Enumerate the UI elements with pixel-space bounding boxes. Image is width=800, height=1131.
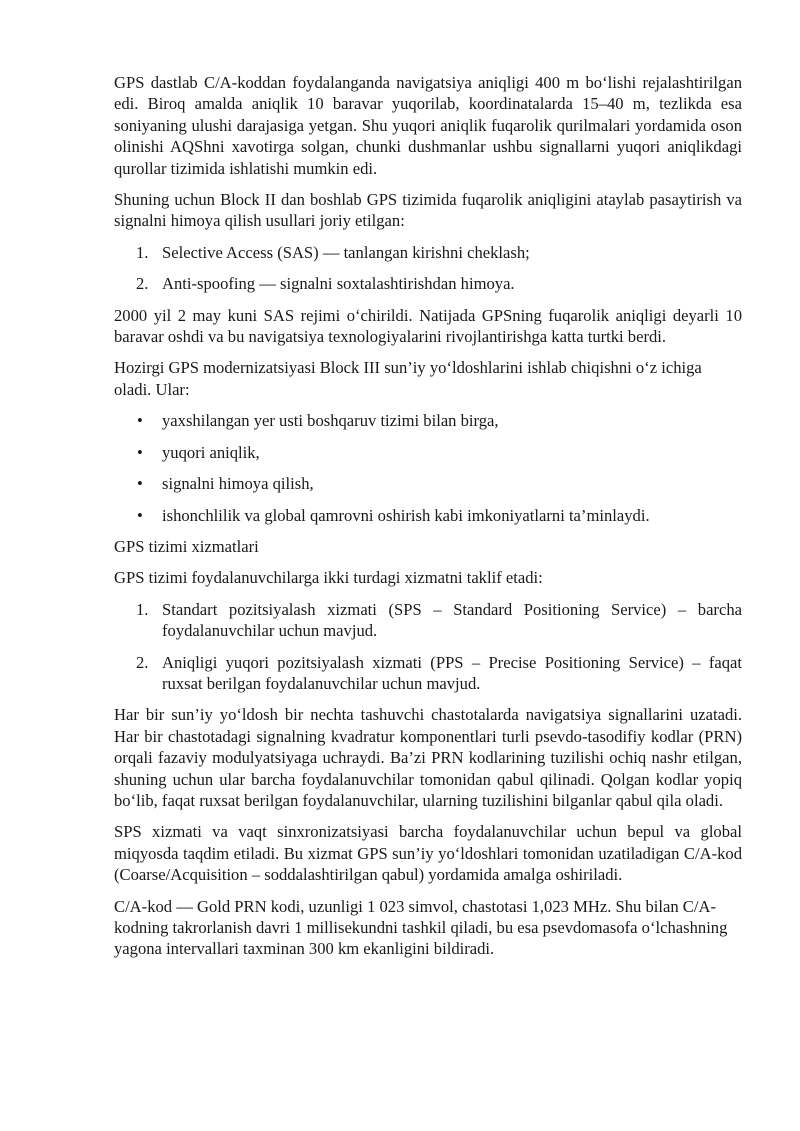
bullet-icon: •	[137, 411, 143, 431]
list-number: 2.	[136, 274, 149, 294]
list-number: 2.	[136, 652, 149, 672]
list-item	[114, 599, 742, 642]
list-item-text: yuqori aniqlik,	[162, 442, 260, 462]
services-list	[114, 599, 742, 695]
list-item	[114, 442, 742, 463]
bullet-icon: •	[137, 505, 143, 525]
list-item	[114, 410, 742, 431]
paragraph-ca-code-accuracy: GPS dastlab C/A-koddan foydalanganda navigatsiya aniqligi 400 m bo‘lishi rejalashtirilgan edi. Biroq amalda aniqlik 10 baravar yuqorilab, koordinatalarda 15–40 m, tezlikda esa soniyaning ulushi darajasiga yetgan. Shu yuqori aniqlik fuqarolik qurilmalari yordamida oson olinishi AQShni xavotirga solgan, chunki dushmanlar ushbu signallarni yuqori aniqlikdagi qurollar tizimida ishlatishi mumkin edi.	[114, 73, 742, 178]
list-number: 1.	[136, 242, 149, 262]
list-item	[114, 242, 742, 263]
paragraph-prn-codes: Har bir sun’iy yo‘ldosh bir nechta tashuvchi chastotalarda navigatsiya signallarini uzatadi. Har bir chastotadagi signalning kvadratur komponentlari turli psevdo-tasodifiy kodlar (PRN) orqali fazaviy modulyatsiyaga uchraydi. Ba’zi PRN kodlarining tuzilishi ochiq nashr etilgan, shuning uchun ular barcha foydalanuvchilar tomonidan qabul qilinadi. Qolgan kodlar yopiq bo‘lib, faqat ruxsat berilgan foydalanuvchilar, ularning tuzilishini bilganlar qabul qila oladi.	[114, 705, 742, 810]
list-item-text: signalni himoya qilish,	[162, 474, 314, 494]
list-item	[114, 652, 742, 695]
document-page	[114, 72, 742, 970]
paragraph-block-ii-intro: Shuning uchun Block II dan boshlab GPS tizimida fuqarolik aniqligini ataylab pasaytirish va signalni himoya qilish usullari joriy etilgan:	[114, 190, 742, 231]
paragraph-sas-disabled: 2000 yil 2 may kuni SAS rejimi o‘chirildi. Natijada GPSning fuqarolik aniqligi deyarli 10 baravar oshdi va bu navigatsiya texnologiyalarini rivojlantirishga katta turtki berdi.	[114, 305, 742, 347]
list-item-text: ishonchlilik va global qamrovni oshirish kabi imkoniyatlarni ta’minlaydi.	[162, 505, 650, 525]
list-item-text: Selective Access (SAS) — tanlangan kirishni cheklash;	[162, 242, 530, 262]
paragraph-services-intro: GPS tizimi foydalanuvchilarga ikki turdagi xizmatni taklif etadi:	[114, 568, 543, 588]
list-item-text: Standart pozitsiyalash xizmati (SPS – Standard Positioning Service) – barcha foydalanuvchilar uchun mavjud.	[162, 599, 742, 641]
list-number: 1.	[136, 599, 149, 619]
list-item	[114, 273, 742, 294]
list-item	[114, 505, 742, 526]
list-item	[114, 473, 742, 494]
protection-methods-list	[114, 242, 742, 295]
paragraph-sps-service: SPS xizmati va vaqt sinxronizatsiyasi barcha foydalanuvchilar uchun bepul va global miqyosda taqdim etiladi. Bu xizmat GPS sun’iy yo‘ldoshlari tomonidan uzatiladigan C/A-kod (Coarse/Acquisition – soddalashtirilgan qabul) yordamida amalga oshiriladi.	[114, 822, 742, 885]
paragraph-ca-code-definition: C/A-kod — Gold PRN kodi, uzunligi 1 023 simvol, chastotasi 1,023 MHz. Shu bilan C/A-kodning takrorlanish davri 1 millisekundni tashkil qiladi, bu esa psevdomasofa o‘lchashning yagona intervallari taxminan 300 km ekanligini bildiradi.	[114, 896, 728, 959]
bullet-icon: •	[137, 442, 143, 462]
list-item-text: Anti-spoofing — signalni soxtalashtirishdan himoya.	[162, 274, 515, 294]
section-heading-gps-services: GPS tizimi xizmatlari	[114, 536, 259, 556]
bullet-icon: •	[137, 474, 143, 494]
block-iii-features-list	[114, 410, 742, 526]
list-item-text: Aniqligi yuqori pozitsiyalash xizmati (PPS – Precise Positioning Service) – faqat ruxsat berilgan foydalanuvchilar uchun mavjud.	[162, 652, 742, 693]
paragraph-block-iii: Hozirgi GPS modernizatsiyasi Block III sun’iy yo‘ldoshlarini ishlab chiqishni o‘z ichiga oladi. Ular:	[114, 358, 702, 399]
list-item-text: yaxshilangan yer usti boshqaruv tizimi bilan birga,	[162, 411, 499, 431]
